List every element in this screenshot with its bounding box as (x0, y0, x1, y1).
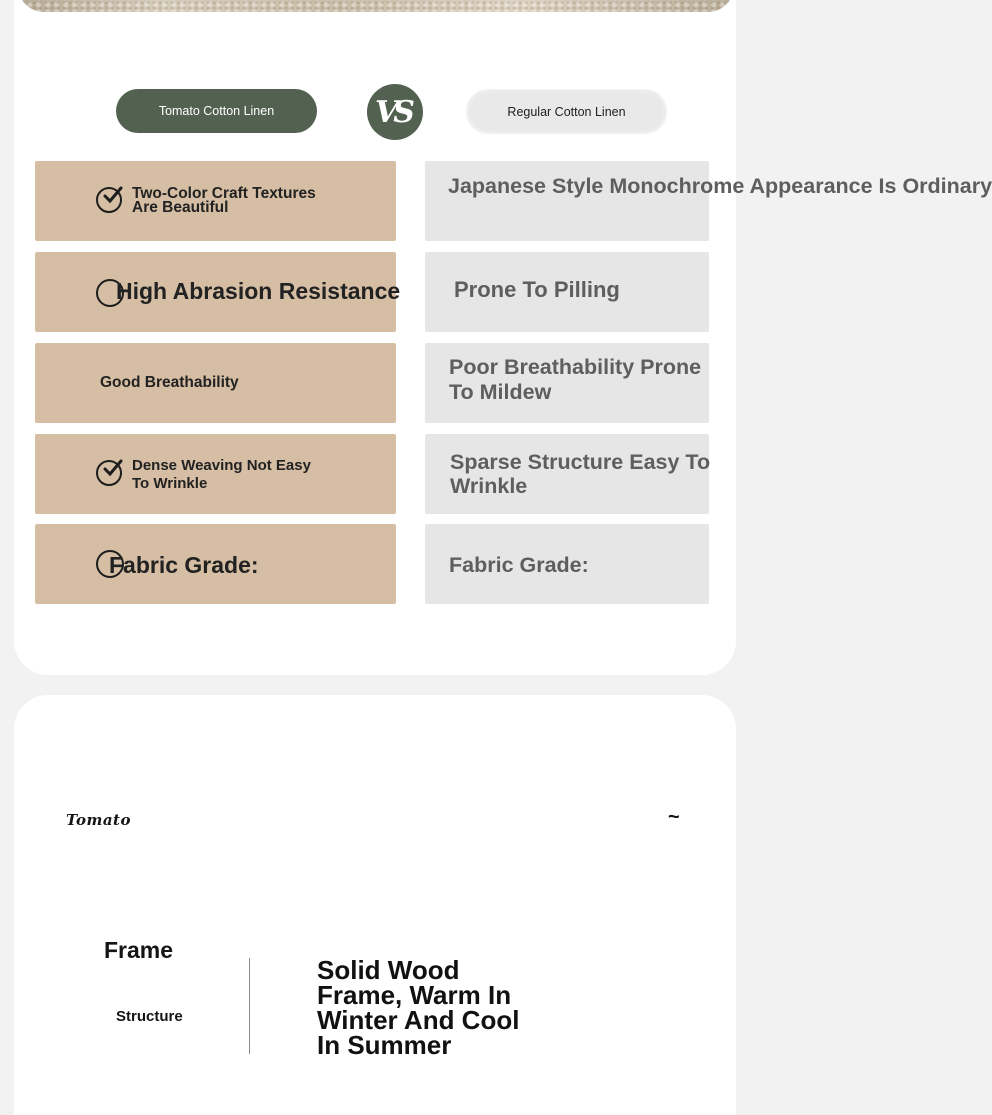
tomato-feature-text: Dense Weaving Not Easy To Wrinkle (132, 457, 311, 492)
regular-feature-text: Poor Breathability Prone To Mildew (449, 355, 702, 404)
tilde-mark: ~ (668, 806, 680, 828)
regular-feature-text: Japanese Style Monochrome Appearance Is Ordinary (448, 174, 992, 198)
frame-label: Frame (104, 937, 174, 963)
regular-cotton-linen-pill[interactable] (466, 89, 667, 134)
regular-feature-text: Prone To Pilling (454, 277, 620, 302)
regular-pill-label: Regular Cotton Linen (507, 104, 626, 119)
structure-label: Structure (116, 1008, 183, 1025)
regular-feature-cell (425, 161, 709, 241)
tomato-feature-text: Two-Color Craft Textures Are Beautiful (132, 185, 316, 216)
product-photo (18, 0, 734, 12)
tomato-feature-text: Fabric Grade: (109, 552, 259, 578)
check-circle-icon (96, 187, 122, 213)
brand-logo: Tomato (66, 811, 131, 829)
frame-headline: Solid Wood Frame, Warm In Winter And Cool In Summer (317, 955, 520, 1060)
tomato-feature-text: Good Breathability (100, 374, 239, 391)
tomato-feature-text: High Abrasion Resistance (116, 278, 401, 304)
tomato-cotton-linen-pill[interactable] (116, 89, 317, 133)
tomato-pill-label: Tomato Cotton Linen (158, 104, 275, 118)
check-circle-icon (96, 460, 122, 486)
vs-badge: VS (367, 84, 423, 140)
regular-feature-text: Fabric Grade: (449, 553, 589, 577)
regular-feature-text: Sparse Structure Easy To Wrinkle (450, 450, 711, 498)
vertical-divider (249, 958, 250, 1054)
